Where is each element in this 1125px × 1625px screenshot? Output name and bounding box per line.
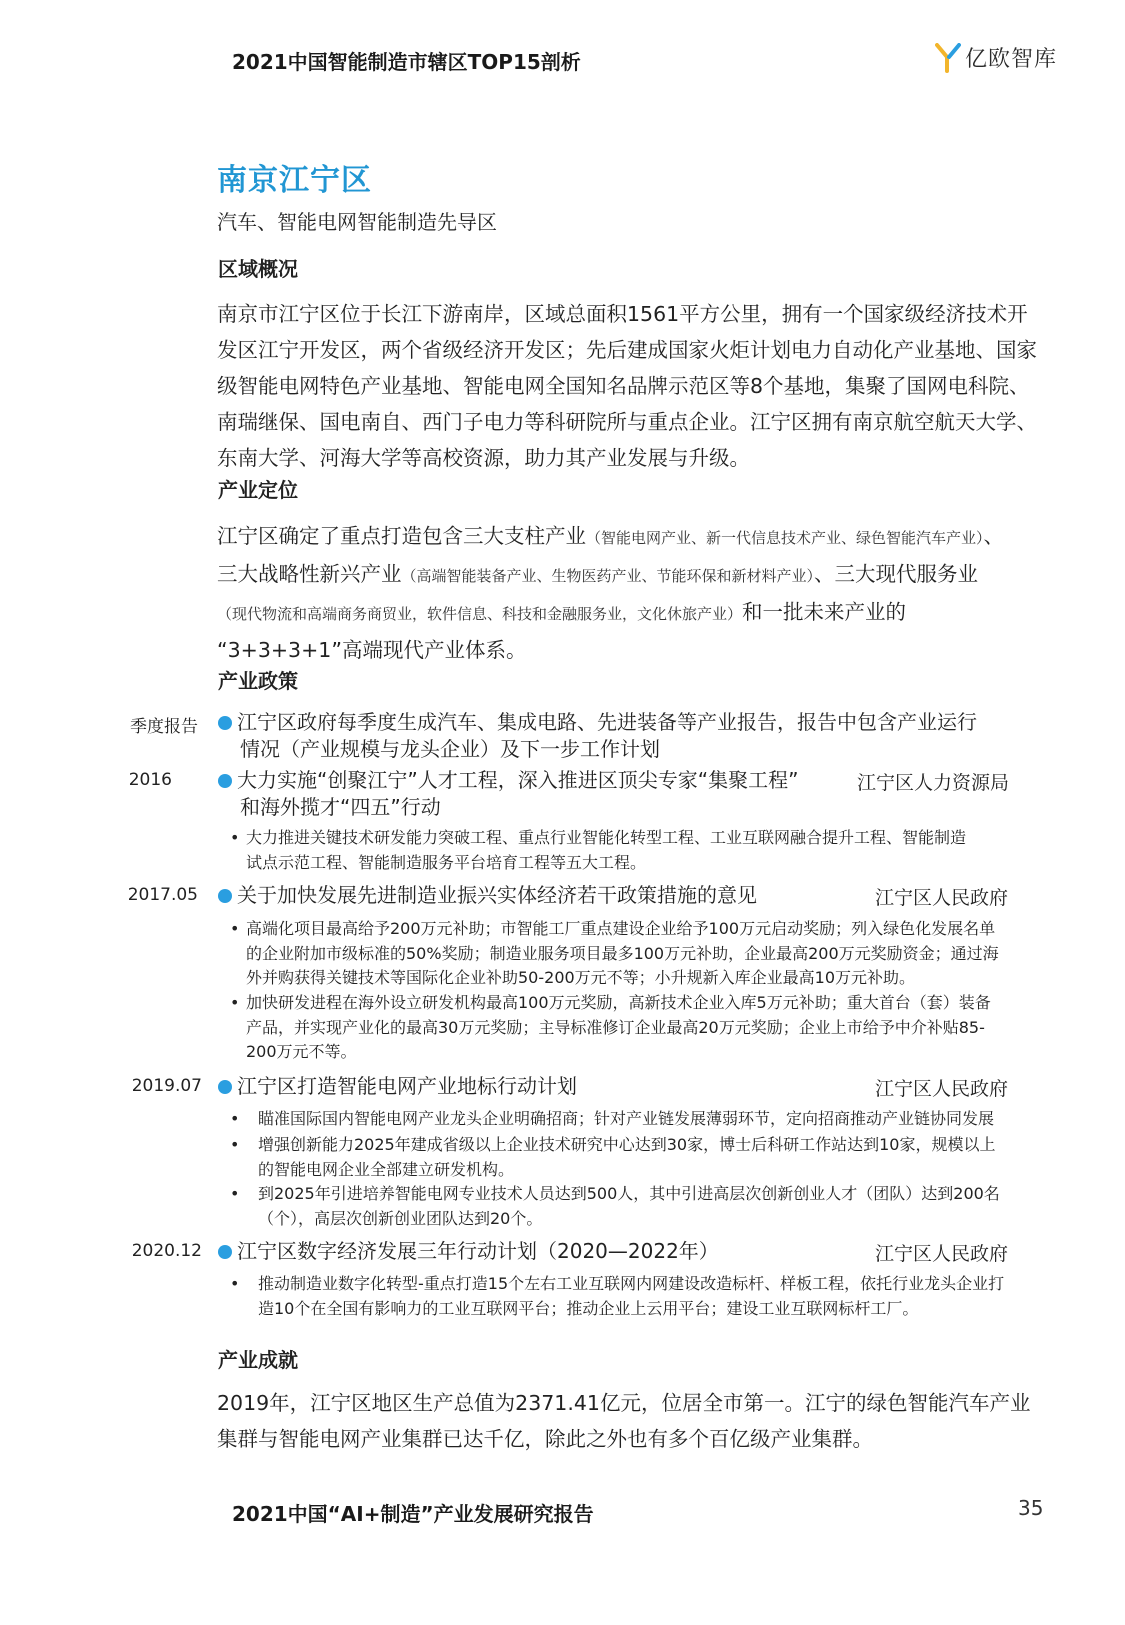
policy-issuer: 江宁区人力资源局 [857,772,1010,794]
policy-date-label: 2017.05 [127,885,198,905]
bullet-line: 推动制造业数字化转型-重点打造15个左右工业互联网内网建设改造标杆、样板工程，依托行业龙头企业打 [258,1274,1005,1293]
yiou-logo-icon [935,43,961,73]
bullet-dot-icon [218,889,232,903]
overview-line: 南瑞继保、国电南自、西门子电力等科研院所与重点企业。江宁区拥有南京航空航天大学、 [217,410,1037,434]
report-footer-title: 2021中国“AI+制造”产业发展研究报告 [232,1502,594,1526]
overview-paragraph [217,296,1062,476]
positioning-note: （现代物流和高端商务商贸业，软件信息、科技和金融服务业，文化休旅产业） [217,605,743,623]
policy-item-title [218,882,838,909]
achievement-heading: 产业成就 [218,1348,298,1372]
policy-title-line: 江宁区数字经济发展三年行动计划（2020—2022年） [237,1239,719,1263]
bullet-line: 瞄准国际国内智能电网产业龙头企业明确招商；针对产业链发展薄弱环节，定向招商推动产业链协同发展 [258,1109,995,1128]
bullet-mark-icon: • [230,1109,240,1128]
positioning-text: 、 [983,524,1005,548]
positioning-text: 江宁区确定了重点打造包含三大支柱产业 [217,524,586,548]
policy-title-line: 情况（产业规模与龙头企业）及下一步工作计划 [240,737,660,761]
policy-title-line: 和海外揽才“四五”行动 [240,795,441,819]
positioning-line-3 [217,594,1077,632]
bullet-line: 试点示范工程、智能制造服务平台培育工程等五大工程。 [246,852,647,872]
overview-line: 南京市江宁区位于长江下游南岸，区域总面积1561平方公里，拥有一个国家级经济技术开 [217,302,1028,326]
bullet-line: 增强创新能力2025年建成省级以上企业技术研究中心达到30家，博士后科研工作站达到10家，规模以上 [258,1135,996,1154]
positioning-heading: 产业定位 [218,478,298,502]
policy-title-line: 大力实施“创聚江宁”人才工程，深入推进区顶尖专家“集聚工程” [237,768,799,792]
achievement-line: 2019年，江宁区地区生产总值为2371.41亿元，位居全市第一。江宁的绿色智能汽车产业 [217,1391,1031,1415]
bullet-line: 产品，并实现产业化的最高30万元奖励；主导标准修订企业最高20万元奖励；企业上市给予中介补贴85- [246,1017,985,1037]
page-number: 35 [1018,1496,1044,1520]
positioning-text: 、三大现代服务业 [814,562,979,586]
positioning-line-4: “3+3+3+1”高端现代产业体系。 [217,638,527,662]
policy-bullet [230,1133,1050,1182]
overview-heading: 区域概况 [218,257,298,281]
policy-date-label: 2016 [128,770,172,790]
bullet-dot-icon [218,774,232,788]
bullet-line: （个），高层次创新创业团队达到20个。 [258,1208,543,1228]
region-title: 南京江宁区 [217,163,372,198]
bullet-line: 高端化项目最高给予200万元补助；市智能工厂重点建设企业给予100万元启动奖励；列入绿色化发展名单 [246,919,996,938]
policy-item-title [218,1073,838,1100]
policy-bullet [230,1272,1050,1321]
overview-line: 东南大学、河海大学等高校资源，助力其产业发展与升级。 [217,446,750,470]
bullet-line: 200万元不等。 [246,1042,357,1061]
policy-date-label: 季度报告 [130,717,198,737]
bullet-line: 造10个在全国有影响力的工业互联网平台；推动企业上云用平台；建设工业互联网标杆工厂。 [258,1298,919,1318]
region-tagline: 汽车、智能电网智能制造先导区 [217,210,497,234]
policy-title-line: 江宁区政府每季度生成汽车、集成电路、先进装备等产业报告，报告中包含产业运行 [237,710,977,734]
policy-issuer: 江宁区人民政府 [875,1243,1009,1265]
policy-issuer: 江宁区人民政府 [875,887,1009,909]
achievement-line: 集群与智能电网产业集群已达千亿，除此之外也有多个百亿级产业集群。 [217,1427,873,1451]
brand-logo [935,42,1057,73]
bullet-dot-icon [218,1080,232,1094]
policy-bullet [230,1182,1050,1231]
achievement-paragraph [217,1385,1062,1457]
bullet-mark-icon: • [230,1184,240,1203]
bullet-mark-icon: • [230,993,240,1012]
positioning-paragraph [217,518,1077,668]
policy-title-line: 江宁区打造智能电网产业地标行动计划 [237,1074,577,1098]
bullet-line: 大力推进关键技术研发能力突破工程、重点行业智能化转型工程、工业互联网融合提升工程、智能制造 [246,828,967,847]
positioning-text: 三大战略性新兴产业 [217,562,402,586]
policy-bullet [230,917,1050,991]
policy-date-label: 2019.07 [131,1076,202,1096]
policy-heading: 产业政策 [218,669,298,693]
policy-item-title [218,709,1018,763]
bullet-line: 外并购获得关键技术等国际化企业补助50-200万元不等；小升规新入库企业最高10万元补助。 [246,968,916,987]
positioning-note: （智能电网产业、新一代信息技术产业、绿色智能汽车产业） [586,529,984,547]
bullet-mark-icon: • [230,919,240,938]
policy-item-title [218,1238,858,1265]
overview-line: 级智能电网特色产业基地、智能电网全国知名品牌示范区等8个基地，集聚了国网电科院、 [217,374,1030,398]
bullet-line: 加快研发进程在海外设立研发机构最高100万元奖励，高新技术企业入库5万元补助；重大首台（套）装备 [246,993,991,1012]
bullet-line: 到2025年引进培养智能电网专业技术人员达到500人，其中引进高层次创新创业人才（团队）达到200名 [258,1184,1000,1203]
policy-title-line: 关于加快发展先进制造业振兴实体经济若干政策措施的意见 [237,883,757,907]
policy-bullet [230,826,1050,875]
bullet-mark-icon: • [230,828,240,847]
policy-issuer: 江宁区人民政府 [875,1078,1009,1100]
positioning-note: （高端智能装备产业、生物医药产业、节能环保和新材料产业） [401,567,815,585]
positioning-text: 和一批未来产业的 [742,600,907,624]
bullet-dot-icon [218,1245,232,1259]
policy-item-title [218,767,838,821]
report-header-title: 2021中国智能制造市辖区TOP15剖析 [232,50,581,74]
overview-line: 发区江宁开发区，两个省级经济开发区；先后建成国家火炬计划电力自动化产业基地、国家 [217,338,1037,362]
positioning-line-1 [217,518,1077,556]
logo-text: 亿欧智库 [965,47,1058,72]
policy-bullet [230,991,1050,1065]
bullet-mark-icon: • [230,1135,240,1154]
policy-bullet [230,1107,1050,1132]
positioning-line-2 [217,556,1077,594]
bullet-line: 的智能电网企业全部建立研发机构。 [258,1159,515,1179]
bullet-dot-icon [218,716,232,730]
bullet-mark-icon: • [230,1274,240,1293]
policy-date-label: 2020.12 [131,1241,202,1261]
bullet-line: 的企业附加市级标准的50%奖励；制造业服务项目最多100万元补助，企业最高200万元奖励资金；通过海 [246,943,999,963]
